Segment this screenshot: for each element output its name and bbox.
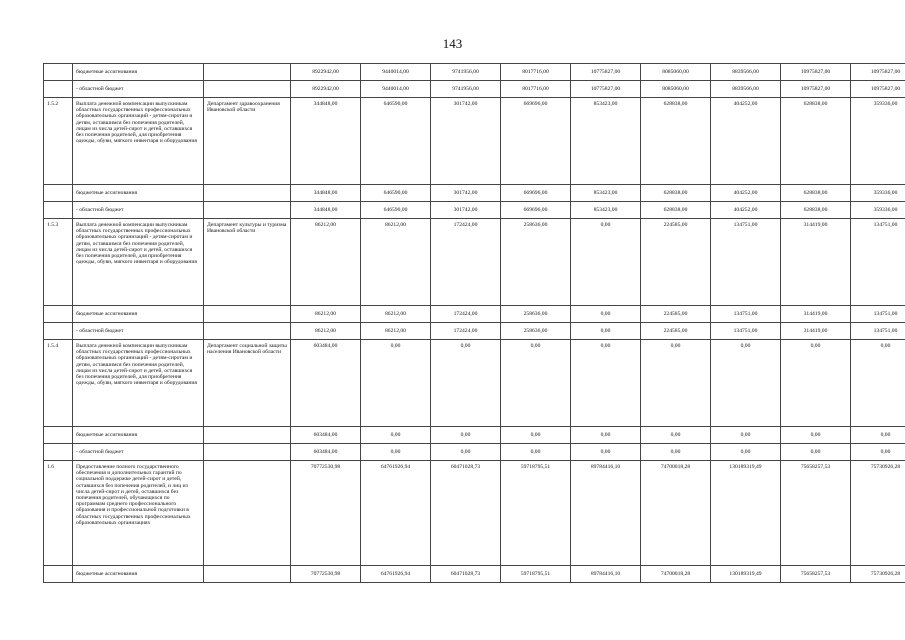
value-cell: 0,00: [361, 340, 431, 427]
row-name-cell: - областной бюджет: [73, 444, 204, 461]
row-number-cell: [44, 323, 73, 340]
value-cell: 0,00: [501, 444, 571, 461]
value-cell: 646590,00: [361, 185, 431, 202]
value-cell: 86212,00: [291, 219, 361, 306]
measure-row: [44, 219, 905, 306]
row-name-cell: - областной бюджет: [73, 81, 204, 98]
row-name-cell: Выплата денежной компенсации выпускникам областных государственных профессиональных образовательных организаций - детям-сиротам и детям, оставшимся без попечения родителей, лицам из числа детей-сирот и детей, оставшихся без попечения родителей, для приобретения одежды, обуви, мягкого инвентаря и оборудования: [73, 219, 204, 306]
value-cell: 853423,00: [571, 98, 641, 185]
value-cell: 853423,00: [571, 185, 641, 202]
value-cell: 669696,00: [501, 202, 571, 219]
value-cell: 603484,00: [291, 444, 361, 461]
value-cell: 75730926,28: [851, 461, 905, 566]
value-cell: 0,00: [501, 340, 571, 427]
value-cell: 10975827,00: [781, 81, 851, 98]
value-cell: 0,00: [571, 340, 641, 427]
row-number-cell: 1.5.4: [44, 340, 73, 427]
value-cell: 404252,00: [711, 185, 781, 202]
value-cell: 75730926,28: [851, 566, 905, 583]
value-cell: 59718795,51: [501, 566, 571, 583]
value-cell: 0,00: [641, 444, 711, 461]
value-cell: 8085060,00: [641, 64, 711, 81]
value-cell: 172424,00: [431, 323, 501, 340]
value-cell: 8922942,00: [291, 81, 361, 98]
row-executor-cell: [204, 81, 291, 98]
value-cell: 0,00: [641, 427, 711, 444]
row-name-cell: Предоставление полного государственного обеспечения и дополнительных гарантий по социальной поддержке детей-сирот и детей, оставшихся без попечения родителей, и лиц из числа детей-сирот и детей, оставшихся без попечения родителей, обучающихся по программам среднего профессионального образования и профессиональной подготовки в областных государственных профессиональных образовательных организациях: [73, 461, 204, 566]
value-cell: 0,00: [571, 427, 641, 444]
value-cell: 258636,00: [501, 219, 571, 306]
value-cell: 301742,00: [431, 98, 501, 185]
value-cell: 130189319,49: [711, 566, 781, 583]
row-number-cell: [44, 427, 73, 444]
measure-row: [44, 340, 905, 427]
value-cell: 628838,00: [641, 98, 711, 185]
budget-table-body: [44, 64, 905, 583]
value-cell: 646590,00: [361, 202, 431, 219]
value-cell: 134751,00: [711, 219, 781, 306]
value-cell: 359336,00: [851, 202, 905, 219]
value-cell: 86212,00: [361, 219, 431, 306]
value-cell: 603484,00: [291, 427, 361, 444]
value-cell: 70772530,98: [291, 566, 361, 583]
value-cell: 359336,00: [851, 185, 905, 202]
value-cell: 89784416,10: [571, 461, 641, 566]
row-number-cell: [44, 306, 73, 323]
row-name-cell: бюджетные ассигнования: [73, 566, 204, 583]
value-cell: 8017716,00: [501, 64, 571, 81]
value-cell: 224585,00: [641, 219, 711, 306]
value-cell: 0,00: [501, 427, 571, 444]
value-cell: 603484,00: [291, 340, 361, 427]
row-name-cell: Выплата денежной компенсации выпускникам областных государственных профессиональных образовательных организаций - детям-сиротам и детям, оставшимся без попечения родителей, лицам из числа детей-сирот и детей, оставшихся без попечения родителей, для приобретения одежды, обуви, мягкого инвентаря и оборудования: [73, 98, 204, 185]
row-name-cell: бюджетные ассигнования: [73, 306, 204, 323]
value-cell: 8839566,00: [711, 64, 781, 81]
row-name-cell: - областной бюджет: [73, 323, 204, 340]
value-cell: 404252,00: [711, 98, 781, 185]
row-number-cell: [44, 566, 73, 583]
row-number-cell: [44, 202, 73, 219]
value-cell: 669696,00: [501, 98, 571, 185]
value-cell: 301742,00: [431, 202, 501, 219]
value-cell: 134751,00: [711, 323, 781, 340]
row-executor-cell: Департамент социальной защиты населения Ивановской области: [204, 340, 291, 427]
value-cell: 172424,00: [431, 306, 501, 323]
value-cell: 344848,00: [291, 202, 361, 219]
value-cell: 0,00: [431, 340, 501, 427]
summary-row: [44, 427, 905, 444]
summary-row: [44, 81, 905, 98]
value-cell: 628838,00: [781, 202, 851, 219]
row-executor-cell: Департамент здравоохранения Ивановской области: [204, 98, 291, 185]
value-cell: 10775827,00: [571, 81, 641, 98]
value-cell: 258636,00: [501, 323, 571, 340]
row-executor-cell: [204, 306, 291, 323]
summary-row: [44, 566, 905, 583]
value-cell: 8922942,00: [291, 64, 361, 81]
value-cell: 669696,00: [501, 185, 571, 202]
value-cell: 86212,00: [291, 306, 361, 323]
row-number-cell: 1.6: [44, 461, 73, 566]
value-cell: 134751,00: [851, 306, 905, 323]
row-name-cell: Выплата денежной компенсации выпускникам областных государственных профессиональных образовательных организаций - детям-сиротам и детям, оставшимся без попечения родителей, лицам из числа детей-сирот и детей, оставшихся без попечения родителей, для приобретения одежды, обуви, мягкого инвентаря и оборудования: [73, 340, 204, 427]
value-cell: 0,00: [781, 340, 851, 427]
value-cell: 301742,00: [431, 185, 501, 202]
row-name-cell: бюджетные ассигнования: [73, 427, 204, 444]
row-number-cell: 1.5.2: [44, 98, 73, 185]
row-number-cell: [44, 444, 73, 461]
value-cell: 628838,00: [641, 185, 711, 202]
measure-row: [44, 98, 905, 185]
value-cell: 134751,00: [711, 306, 781, 323]
value-cell: 224585,00: [641, 306, 711, 323]
measure-row: [44, 461, 905, 566]
budget-table: [43, 63, 905, 583]
row-name-cell: бюджетные ассигнования: [73, 64, 204, 81]
value-cell: 628838,00: [781, 98, 851, 185]
value-cell: 0,00: [361, 444, 431, 461]
value-cell: 0,00: [571, 306, 641, 323]
value-cell: 8085060,00: [641, 81, 711, 98]
value-cell: 9440014,00: [361, 64, 431, 81]
summary-row: [44, 185, 905, 202]
value-cell: 344848,00: [291, 98, 361, 185]
page-number: 143: [442, 36, 463, 51]
row-number-cell: [44, 64, 73, 81]
value-cell: 0,00: [781, 427, 851, 444]
value-cell: 60471028,73: [431, 461, 501, 566]
value-cell: 0,00: [851, 444, 905, 461]
row-number-cell: 1.5.3: [44, 219, 73, 306]
summary-row: [44, 323, 905, 340]
value-cell: 258636,00: [501, 306, 571, 323]
value-cell: 59718795,51: [501, 461, 571, 566]
value-cell: 74700018,28: [641, 461, 711, 566]
value-cell: 0,00: [781, 444, 851, 461]
value-cell: 172424,00: [431, 219, 501, 306]
row-executor-cell: [204, 444, 291, 461]
value-cell: 344848,00: [291, 185, 361, 202]
value-cell: 74700018,28: [641, 566, 711, 583]
value-cell: 853423,00: [571, 202, 641, 219]
row-executor-cell: [204, 323, 291, 340]
value-cell: 9440014,00: [361, 81, 431, 98]
value-cell: 60471028,73: [431, 566, 501, 583]
value-cell: 10975827,00: [851, 81, 905, 98]
value-cell: 646590,00: [361, 98, 431, 185]
value-cell: 404252,00: [711, 202, 781, 219]
value-cell: 224585,00: [641, 323, 711, 340]
value-cell: 10975827,00: [781, 64, 851, 81]
value-cell: 0,00: [431, 427, 501, 444]
value-cell: 0,00: [711, 427, 781, 444]
value-cell: 9741956,00: [431, 81, 501, 98]
value-cell: 314419,00: [781, 323, 851, 340]
value-cell: 75658257,53: [781, 461, 851, 566]
value-cell: 628838,00: [781, 185, 851, 202]
value-cell: 8017716,00: [501, 81, 571, 98]
summary-row: [44, 306, 905, 323]
row-executor-cell: [204, 566, 291, 583]
value-cell: 86212,00: [291, 323, 361, 340]
row-name-cell: бюджетные ассигнования: [73, 185, 204, 202]
row-executor-cell: [204, 64, 291, 81]
value-cell: 86212,00: [361, 323, 431, 340]
value-cell: 0,00: [571, 444, 641, 461]
row-number-cell: [44, 81, 73, 98]
value-cell: 89784416,10: [571, 566, 641, 583]
value-cell: 86212,00: [361, 306, 431, 323]
row-executor-cell: [204, 202, 291, 219]
row-name-cell: - областной бюджет: [73, 202, 204, 219]
value-cell: 628838,00: [641, 202, 711, 219]
row-executor-cell: Департамент культуры и туризма Ивановской области: [204, 219, 291, 306]
value-cell: 0,00: [571, 219, 641, 306]
value-cell: 134751,00: [851, 323, 905, 340]
summary-row: [44, 202, 905, 219]
summary-row: [44, 64, 905, 81]
value-cell: 130189319,49: [711, 461, 781, 566]
value-cell: 70772530,98: [291, 461, 361, 566]
value-cell: 10975827,00: [851, 64, 905, 81]
value-cell: 134751,00: [851, 219, 905, 306]
value-cell: 314419,00: [781, 219, 851, 306]
value-cell: 314419,00: [781, 306, 851, 323]
value-cell: 10775827,00: [571, 64, 641, 81]
value-cell: 0,00: [851, 340, 905, 427]
value-cell: 8839566,00: [711, 81, 781, 98]
value-cell: 64761926,94: [361, 566, 431, 583]
row-number-cell: [44, 185, 73, 202]
value-cell: 9741956,00: [431, 64, 501, 81]
value-cell: 64761926,94: [361, 461, 431, 566]
value-cell: 0,00: [851, 427, 905, 444]
value-cell: 0,00: [361, 427, 431, 444]
value-cell: 359336,00: [851, 98, 905, 185]
value-cell: 0,00: [571, 323, 641, 340]
row-executor-cell: [204, 427, 291, 444]
summary-row: [44, 444, 905, 461]
row-executor-cell: [204, 185, 291, 202]
value-cell: 0,00: [711, 340, 781, 427]
row-executor-cell: [204, 461, 291, 566]
value-cell: 0,00: [431, 444, 501, 461]
value-cell: 0,00: [641, 340, 711, 427]
value-cell: 0,00: [711, 444, 781, 461]
value-cell: 75658257,53: [781, 566, 851, 583]
